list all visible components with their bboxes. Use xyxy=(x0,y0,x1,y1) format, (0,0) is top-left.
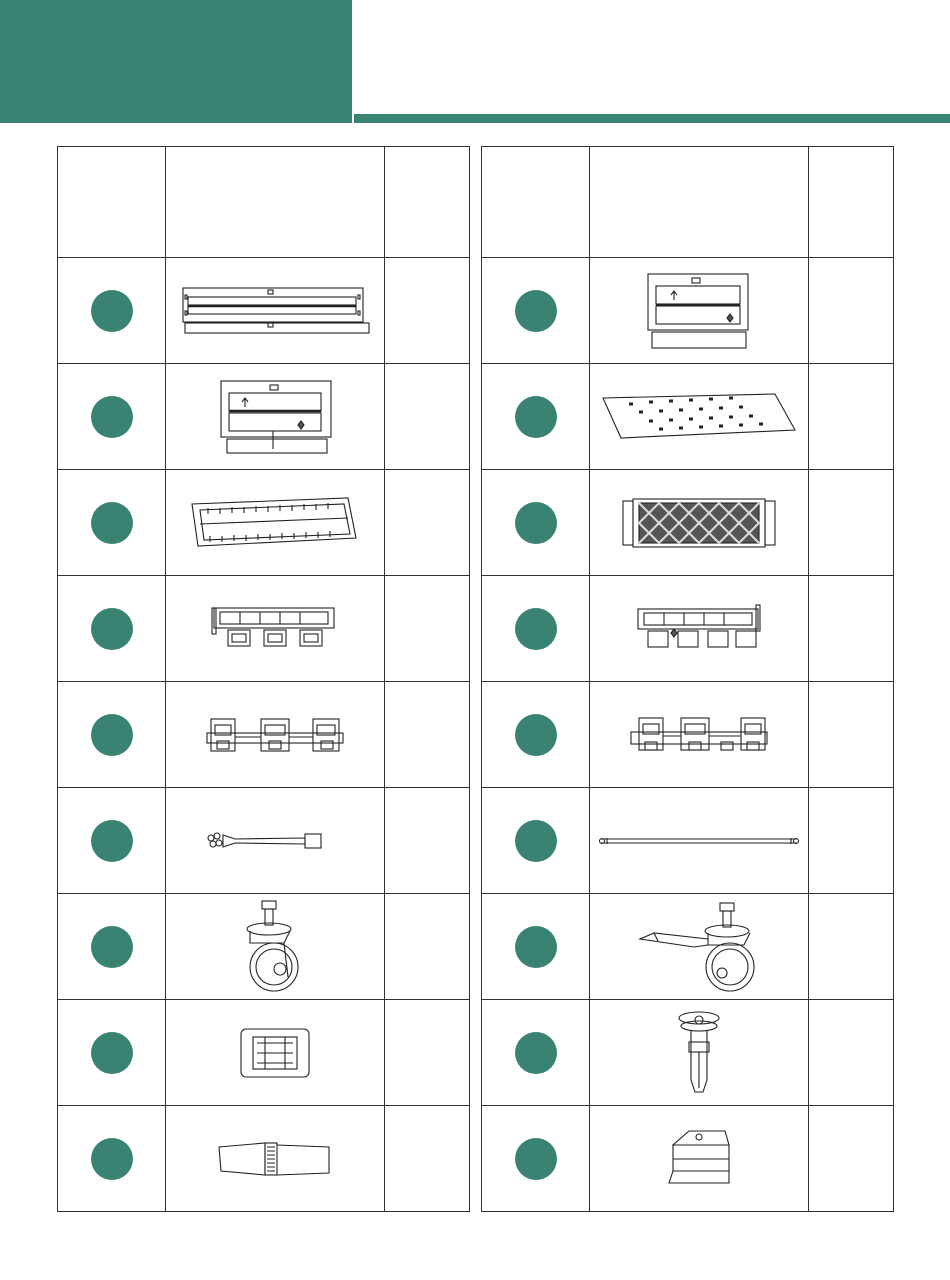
foot-cap-icon xyxy=(659,1123,739,1195)
part-image xyxy=(166,258,385,364)
part-image xyxy=(590,1000,809,1106)
part-number-badge xyxy=(91,1032,133,1074)
part-image xyxy=(166,682,385,788)
parts-table-right xyxy=(481,146,894,1212)
part-image xyxy=(590,788,809,894)
qty-cell xyxy=(385,1000,470,1106)
qty-cell xyxy=(809,576,894,682)
table-row xyxy=(58,788,470,894)
part-number-badge xyxy=(515,1138,557,1180)
part-number-badge xyxy=(91,1138,133,1180)
part-number-badge xyxy=(515,1032,557,1074)
table-row xyxy=(482,364,894,470)
part-number-badge xyxy=(515,290,557,332)
part-image xyxy=(166,576,385,682)
header-cell-qty xyxy=(385,147,470,258)
part-number-badge xyxy=(91,502,133,544)
table-row xyxy=(58,682,470,788)
qty-cell xyxy=(385,894,470,1000)
part-image xyxy=(590,258,809,364)
part-image xyxy=(590,576,809,682)
part-image xyxy=(590,682,809,788)
table-row xyxy=(482,788,894,894)
qty-cell xyxy=(809,1000,894,1106)
lattice-mesh-panel-icon xyxy=(619,495,779,551)
part-image xyxy=(166,788,385,894)
qty-cell xyxy=(385,576,470,682)
table-row xyxy=(58,1000,470,1106)
part-number-badge xyxy=(91,396,133,438)
qty-cell xyxy=(809,682,894,788)
qty-cell xyxy=(809,894,894,1000)
header-cell-qty xyxy=(809,147,894,258)
header-cell-image xyxy=(166,147,385,258)
qty-cell xyxy=(385,364,470,470)
table-row xyxy=(58,470,470,576)
table-row xyxy=(482,258,894,364)
part-image xyxy=(166,470,385,576)
part-image xyxy=(590,364,809,470)
part-image xyxy=(590,894,809,1000)
parts-table-left xyxy=(57,146,470,1212)
header-cell-number xyxy=(58,147,166,258)
long-rod-icon xyxy=(597,833,802,849)
header-accent-block xyxy=(0,0,352,123)
part-image xyxy=(166,364,385,470)
drawer-rail-assembly-icon xyxy=(210,604,340,654)
connector-tube-icon xyxy=(205,829,345,853)
table-row xyxy=(482,1000,894,1106)
part-image xyxy=(590,1106,809,1212)
table-row xyxy=(58,576,470,682)
part-number-badge xyxy=(515,608,557,650)
expansion-anchor-bolt-icon xyxy=(669,1008,729,1098)
qty-cell xyxy=(385,788,470,894)
table-row xyxy=(482,682,894,788)
qty-cell xyxy=(385,682,470,788)
qty-cell xyxy=(809,470,894,576)
wide-front-panel-icon xyxy=(180,285,370,337)
header-cell-number xyxy=(482,147,590,258)
caster-wheel-icon xyxy=(240,897,310,997)
table-header-row xyxy=(482,147,894,258)
table-row xyxy=(58,894,470,1000)
part-image xyxy=(166,894,385,1000)
part-number-badge xyxy=(91,714,133,756)
qty-cell xyxy=(385,258,470,364)
mounting-plate-icon xyxy=(235,1023,315,1083)
part-number-badge xyxy=(515,396,557,438)
table-header-row xyxy=(58,147,470,258)
qty-cell xyxy=(809,364,894,470)
table-row xyxy=(482,576,894,682)
table-row xyxy=(58,258,470,364)
narrow-front-panel-icon xyxy=(644,270,754,352)
qty-cell xyxy=(385,1106,470,1212)
table-row xyxy=(58,1106,470,1212)
qty-cell xyxy=(809,1106,894,1212)
part-number-badge xyxy=(91,608,133,650)
table-row xyxy=(482,1106,894,1212)
side-panel-latch-icon xyxy=(215,377,335,457)
table-row xyxy=(58,364,470,470)
perforated-sheet-icon xyxy=(599,392,799,442)
header-accent-line xyxy=(354,114,950,123)
drawer-rail-assembly-b-icon xyxy=(634,603,764,655)
base-frame-tray-icon xyxy=(188,494,362,552)
tube-coupler-icon xyxy=(215,1137,335,1181)
part-number-badge xyxy=(515,926,557,968)
part-number-badge xyxy=(91,290,133,332)
triple-clip-bracket-b-icon xyxy=(629,714,769,756)
part-number-badge xyxy=(91,926,133,968)
table-row xyxy=(482,894,894,1000)
qty-cell xyxy=(385,470,470,576)
qty-cell xyxy=(809,788,894,894)
part-number-badge xyxy=(515,820,557,862)
triple-clip-bracket-icon xyxy=(205,715,345,755)
part-number-badge xyxy=(91,820,133,862)
table-row xyxy=(482,470,894,576)
qty-cell xyxy=(809,258,894,364)
header-cell-image xyxy=(590,147,809,258)
part-image xyxy=(166,1106,385,1212)
locking-caster-wheel-icon xyxy=(634,899,764,995)
part-number-badge xyxy=(515,502,557,544)
part-image xyxy=(590,470,809,576)
part-image xyxy=(166,1000,385,1106)
part-number-badge xyxy=(515,714,557,756)
